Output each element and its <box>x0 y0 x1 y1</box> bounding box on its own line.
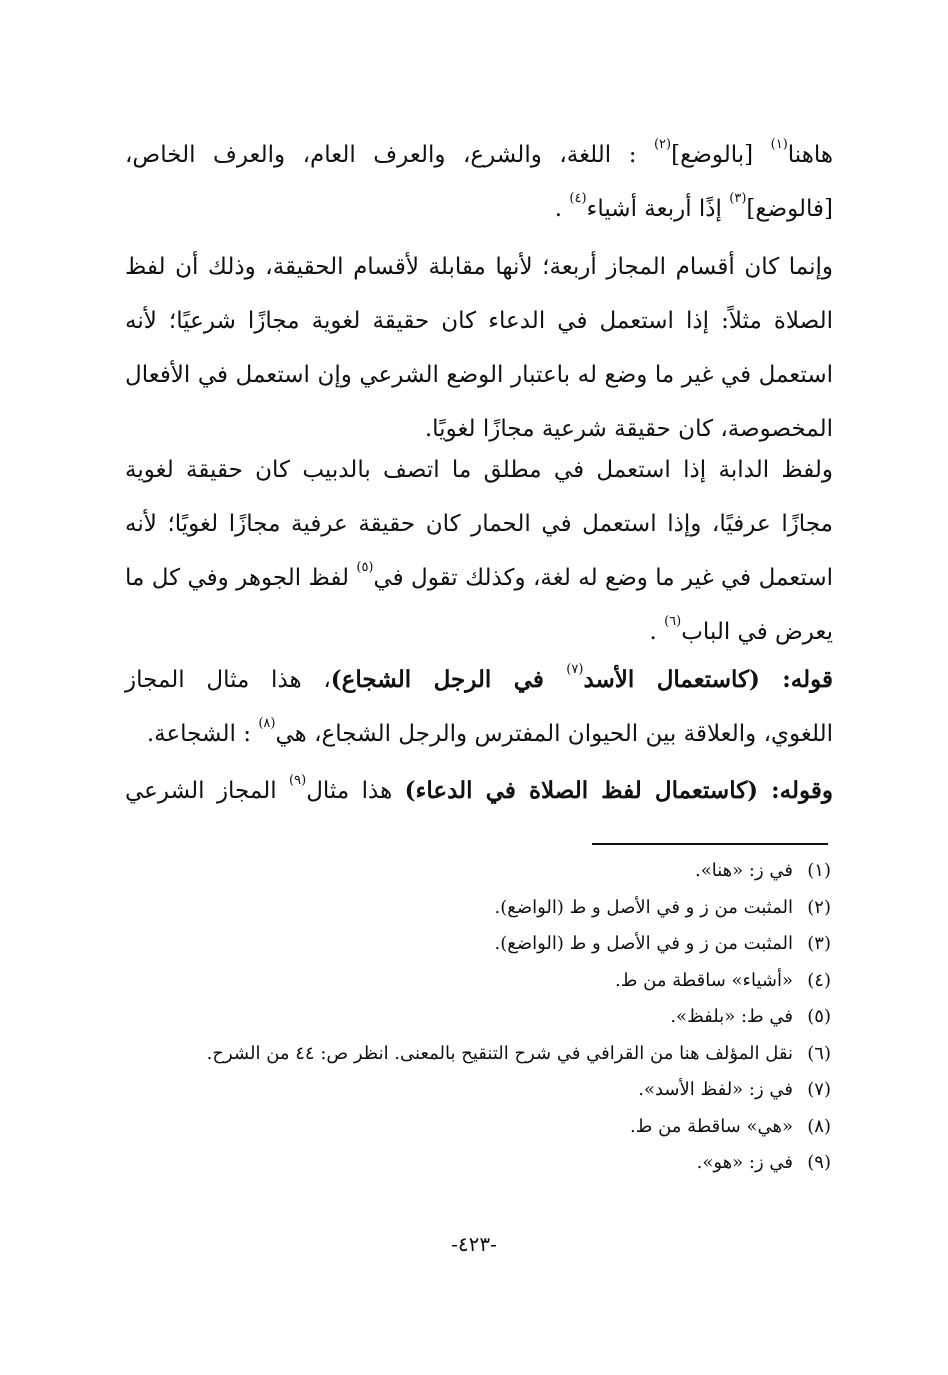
footnote-item <box>131 963 831 1000</box>
footnote-number: (٣) <box>807 933 831 954</box>
footnote-item <box>131 1145 831 1182</box>
text-line: [فالوضع]$^{(٣)}$ إذًا أربعة أشياء$^{(٤)}$ . <box>554 191 833 222</box>
text-line: وإنما كان أقسام المجاز أربعة؛ لأنها مقابلة لأقسام الحقيقة، وذلك أن لفظ <box>125 254 833 280</box>
footnote-ref[interactable]: (٥) <box>356 560 374 575</box>
footnote-text: المثبت من ز و في الأصل و ط (الواضع). <box>494 933 793 954</box>
text-line: المخصوصة، كان حقيقة شرعية مجازًا لغويًا. <box>424 416 833 442</box>
text-line: قوله: (كاستعمال الأسد$^{(٧)}$ في الرجل الشجاع)، هذا مثال المجاز <box>125 662 833 693</box>
footnote-item <box>131 890 831 927</box>
text-line: هاهنا$^{(١)}$ [بالوضع]$^{(٢)}$ : اللغة، والشرع، والعرف العام، والعرف الخاص، <box>125 137 833 168</box>
footnote-ref[interactable]: (٢) <box>653 137 672 152</box>
footnote-ref[interactable]: (١) <box>770 137 788 152</box>
text-line: مجازًا عرفيًا، وإذا استعمل في الحمار كان حقيقة عرفية مجازًا لغويًا؛ لأنه <box>125 511 833 537</box>
paragraph-1 <box>125 128 833 236</box>
paragraph-5 <box>125 764 833 818</box>
footnote-number: (١) <box>807 860 831 881</box>
footnote-text: في ز: «هو». <box>696 1152 793 1173</box>
footnote-item <box>131 1036 831 1073</box>
text-line: استعمل في غير ما وضع له باعتبار الوضع الشرعي وإن استعمل في الأفعال <box>125 362 833 388</box>
footnote-ref[interactable]: (٦) <box>664 614 682 629</box>
page-number: -٤٢٣- <box>451 1232 497 1256</box>
footnote-text: في ز: «هنا». <box>695 860 793 881</box>
footnote-number: (٦) <box>807 1042 831 1064</box>
footnote-separator <box>592 843 828 845</box>
text-line: الصلاة مثلاً: إذا استعمل في الدعاء كان حقيقة لغوية مجازًا شرعيًا؛ لأنه <box>125 308 833 334</box>
footnote-item <box>131 853 831 890</box>
footnote-text: في ز: «لفظ الأسد». <box>638 1079 793 1100</box>
footnote-ref[interactable]: (٨) <box>258 716 276 731</box>
footnote-ref[interactable]: (٤) <box>569 191 587 206</box>
footnote-item <box>131 1072 831 1109</box>
footnote-item <box>131 926 831 963</box>
footnote-text: في ط: «بلفظ». <box>670 1006 793 1027</box>
footnote-ref[interactable]: (٣) <box>729 191 747 206</box>
footnote-number: (٧) <box>807 1079 831 1100</box>
footnote-ref[interactable]: (٩) <box>289 773 307 788</box>
text-line: اللغوي، والعلاقة بين الحيوان المفترس والرجل الشجاع، هي$^{(٨)}$ : الشجاعة. <box>146 716 833 747</box>
footnote-number: (٥) <box>807 1006 831 1027</box>
footnote-ref[interactable]: (٧) <box>566 662 584 677</box>
footnotes <box>131 853 831 1182</box>
footnote-item <box>131 999 831 1036</box>
text-line: وقوله: (كاستعمال لفظ الصلاة في الدعاء) هذا مثال$^{(٩)}$ المجاز الشرعي <box>125 773 833 804</box>
text-line: ولفظ الدابة إذا استعمل في مطلق ما اتصف بالدبيب كان حقيقة لغوية <box>125 457 833 483</box>
paragraph-4 <box>125 653 833 761</box>
paragraph-2 <box>125 240 833 456</box>
footnote-text: «أشياء» ساقطة من ط. <box>615 969 793 991</box>
footnote-number: (٤) <box>807 969 831 991</box>
text-line: يعرض في الباب$^{(٦)}$ . <box>649 614 833 645</box>
footnote-text: المثبت من ز و في الأصل و ط (الواضع). <box>494 896 793 918</box>
text-line: استعمل في غير ما وضع له لغة، وكذلك تقول في$^{(٥)}$ لفظ الجوهر وفي كل ما <box>125 560 833 591</box>
footnote-number: (٩) <box>807 1152 831 1173</box>
paragraph-3 <box>125 443 833 659</box>
footnote-text: نقل المؤلف هنا من القرافي في شرح التنقيح بالمعنى. انظر ص: ٤٤ من الشرح. <box>206 1042 793 1064</box>
footnote-number: (٨) <box>807 1115 831 1137</box>
footnote-item <box>131 1109 831 1146</box>
footnote-number: (٢) <box>807 896 831 918</box>
footnote-text: «هي» ساقطة من ط. <box>630 1115 793 1137</box>
